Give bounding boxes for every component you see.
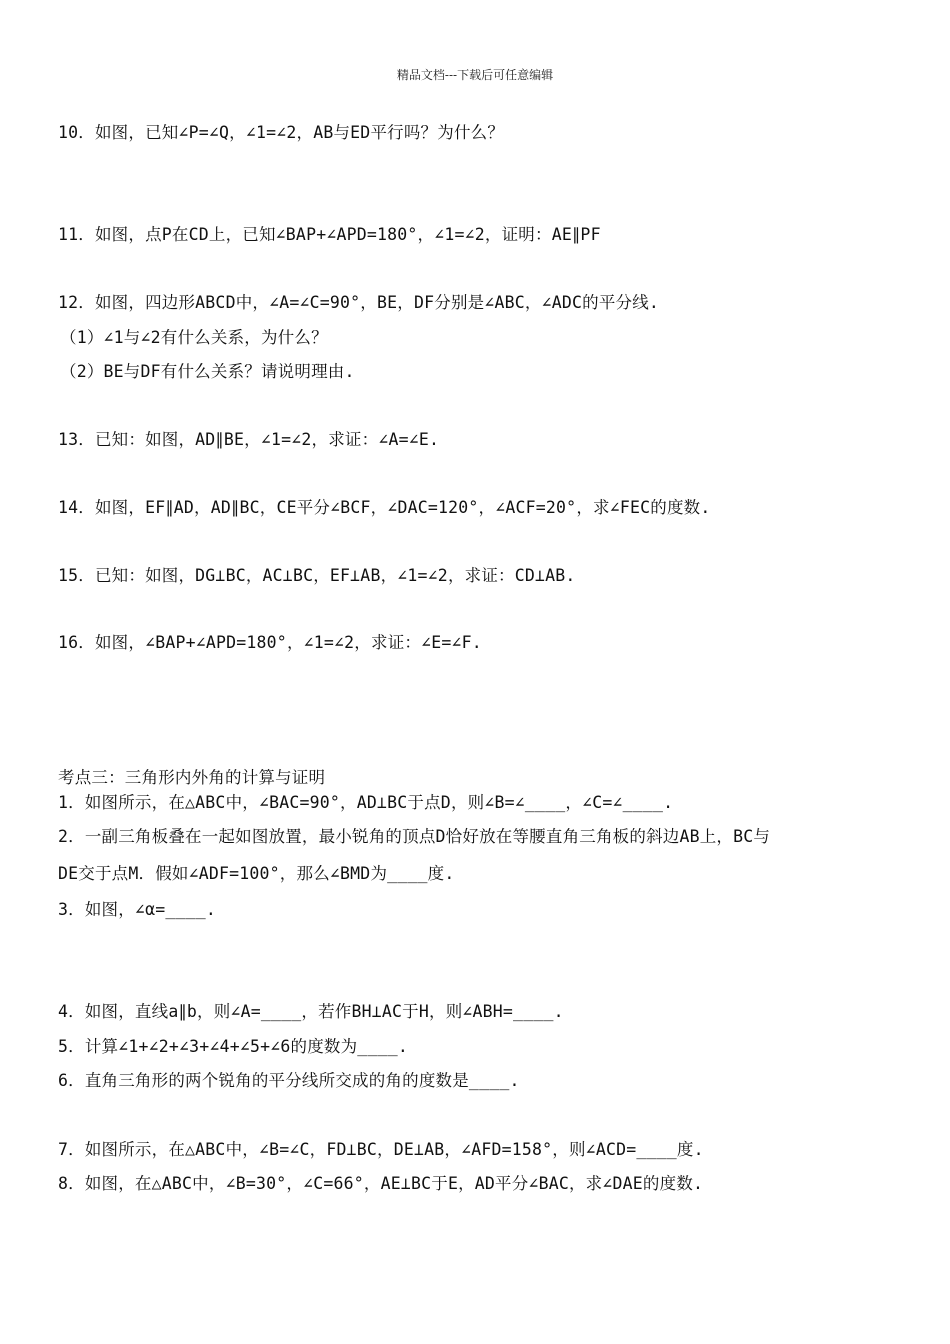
exercise-1: 1．如图所示，在△ABC中，∠BAC=90°，AD⊥BC于点D，则∠B=∠____，∠C=∠____. xyxy=(58,793,674,812)
exercise-7: 7．如图所示，在△ABC中，∠B=∠C，FD⊥BC，DE⊥AB，∠AFD=158°，则∠ACD=____度. xyxy=(58,1140,704,1159)
problem-15: 15．已知：如图，DG⊥BC，AC⊥BC，EF⊥AB，∠1=∠2，求证：CD⊥AB. xyxy=(58,566,576,585)
problem-12: 12．如图，四边形ABCD中，∠A=∠C=90°，BE，DF分别是∠ABC，∠ADC的平分线. xyxy=(58,293,660,312)
exercise-6: 6．直角三角形的两个锐角的平分线所交成的角的度数是____. xyxy=(58,1071,520,1090)
page-header: 精品文档---下载后可任意编辑 xyxy=(396,68,554,82)
exercise-5: 5．计算∠1+∠2+∠3+∠4+∠5+∠6的度数为____. xyxy=(58,1037,408,1056)
problem-12-part-1: （1）∠1与∠2有什么关系，为什么？ xyxy=(60,328,328,347)
problem-10: 10．如图，已知∠P=∠Q，∠1=∠2，AB与ED平行吗？为什么？ xyxy=(58,123,505,142)
exercise-2-continued: DE交于点M．假如∠ADF=100°，那么∠BMD为____度. xyxy=(58,864,455,883)
exercise-8: 8．如图，在△ABC中，∠B=30°，∠C=66°，AE⊥BC于E，AD平分∠BAC，求∠DAE的度数. xyxy=(58,1174,704,1193)
exercise-4: 4．如图，直线a∥b，则∠A=____，若作BH⊥AC于H，则∠ABH=____. xyxy=(58,1002,564,1021)
problem-14: 14．如图，EF∥AD，AD∥BC，CE平分∠BCF，∠DAC=120°，∠ACF=20°，求∠FEC的度数. xyxy=(58,498,711,517)
exercise-2: 2．一副三角板叠在一起如图放置，最小锐角的顶点D恰好放在等腰直角三角板的斜边AB上，BC与 xyxy=(58,827,771,846)
problem-13: 13．已知：如图，AD∥BE，∠1=∠2，求证：∠A=∠E. xyxy=(58,430,440,449)
exercise-3: 3．如图，∠α=____. xyxy=(58,900,217,919)
problem-16: 16．如图，∠BAP+∠APD=180°，∠1=∠2，求证：∠E=∠F. xyxy=(58,633,482,652)
section-heading: 考点三：三角形内外角的计算与证明 xyxy=(58,768,326,787)
problem-12-part-2: （2）BE与DF有什么关系？请说明理由. xyxy=(60,362,355,381)
problem-11: 11．如图，点P在CD上，已知∠BAP+∠APD=180°，∠1=∠2，证明：AE∥PF xyxy=(58,225,601,244)
